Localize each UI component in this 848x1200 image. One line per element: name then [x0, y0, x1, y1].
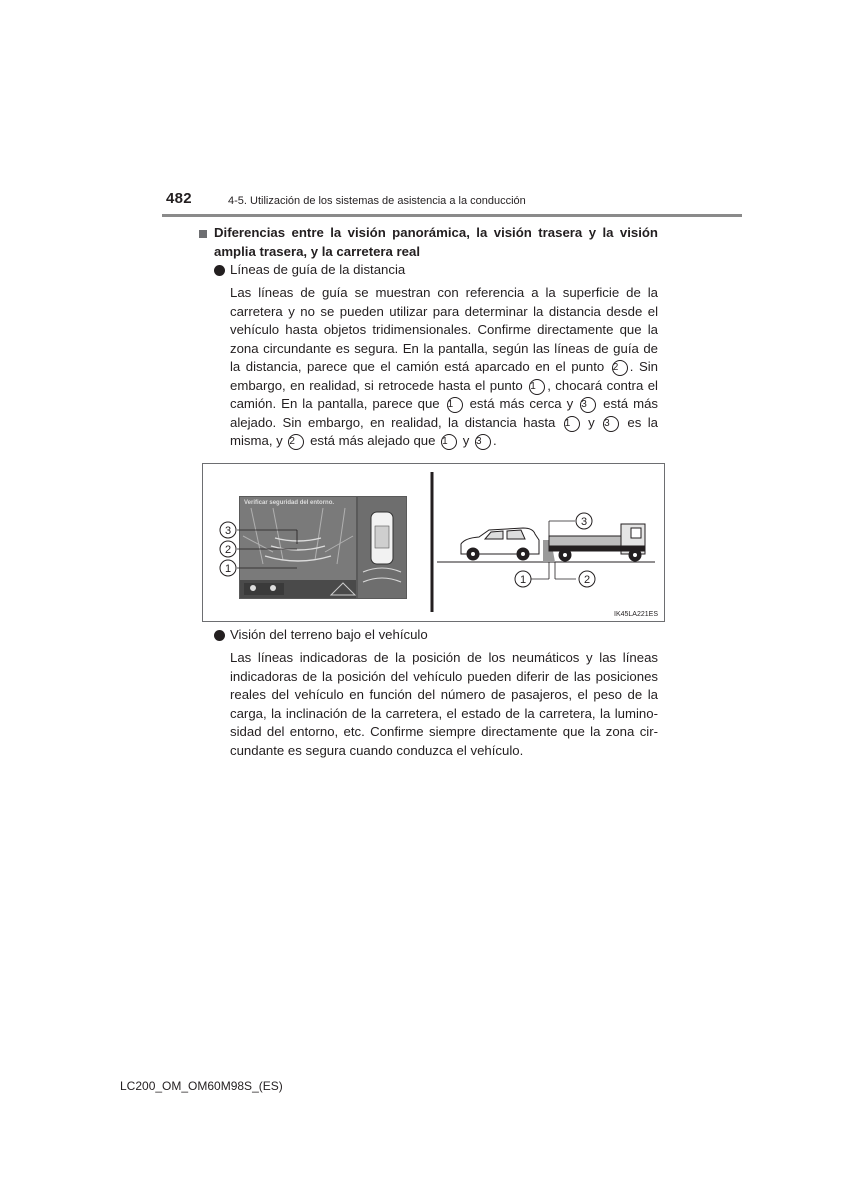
circled-number: 2	[288, 434, 304, 450]
screen-banner: Verificar seguridad del entorno.	[244, 500, 335, 506]
page-number: 482	[166, 190, 192, 207]
svg-text:3: 3	[224, 525, 232, 537]
text-line	[230, 432, 658, 451]
text-line	[230, 284, 658, 303]
text-line: indicadoras de la posición del vehículo pueden diferir de las posiciones	[230, 668, 658, 684]
svg-text:1: 1	[519, 574, 527, 586]
text-segment: carretera y no se pueden utilizar para determinar la distancia desde el	[230, 303, 658, 319]
text-line	[230, 358, 658, 377]
subsection-title-line-1: Diferencias entre la visión panorámica, la visión trasera y la visión	[214, 225, 658, 240]
text-line	[230, 321, 658, 340]
subsection-title-line-2: amplia trasera, y la carretera real	[214, 243, 421, 259]
circled-number: 3	[475, 434, 491, 450]
paragraph-underbody-view	[230, 649, 658, 760]
paragraph-distance-guidelines	[230, 284, 658, 451]
svg-text:2: 2	[224, 544, 232, 556]
figure-code: IK45LA221ES	[614, 611, 658, 618]
circled-number: 3	[580, 397, 596, 413]
text-segment: la distancia, parece que el camión está aparcado en el punto	[230, 359, 610, 374]
text-segment: está más	[598, 396, 658, 411]
text-segment: está más alejado que	[306, 433, 440, 448]
circled-number: 1	[564, 416, 580, 432]
subsection-title	[214, 224, 658, 261]
text-line: cundante es segura cuando conduzca el vehículo.	[230, 742, 524, 758]
illustration-frame	[202, 463, 665, 622]
text-segment: vehículo hasta objetos tridimensionales. Confirme directamente que la	[230, 322, 658, 337]
circled-number: 3	[603, 416, 619, 432]
text-segment: Las líneas de guía se muestran con referencia a la superficie de la	[230, 285, 658, 300]
text-line: sidad del entorno, etc. Confirme siempre directamente que la zona cir-	[230, 724, 658, 739]
circled-number: 1	[441, 434, 457, 450]
round-bullet	[214, 265, 225, 276]
text-segment: , chocará contra el	[547, 377, 658, 393]
text-segment: y	[459, 433, 474, 448]
text-segment: camión. En la pantalla, parece que	[230, 396, 445, 411]
circled-number: 1	[447, 397, 463, 413]
truck-side-view	[549, 524, 645, 561]
svg-text:3: 3	[580, 516, 588, 528]
text-segment: y	[581, 414, 602, 430]
text-segment: embargo, en realidad, si retrocede hasta el punto	[230, 377, 528, 393]
circled-number: 1	[529, 379, 545, 395]
text-line: Las líneas indicadoras de la posición de los neumáticos y las líneas	[230, 650, 658, 665]
text-segment: alejado. Sin embargo, en realidad, la distancia hasta	[230, 414, 562, 430]
svg-text:1: 1	[224, 563, 232, 575]
header-rule	[162, 214, 742, 217]
text-segment: está más cerca y	[464, 396, 579, 411]
text-segment: zona circundante es segura. En la pantalla, según las líneas de guía de	[230, 340, 658, 356]
text-segment: misma, y	[230, 433, 287, 448]
suv-side-view	[461, 528, 539, 560]
circled-number: 2	[612, 360, 628, 376]
text-segment: es la	[621, 414, 658, 430]
text-line	[230, 377, 658, 396]
text-line	[230, 395, 658, 414]
square-bullet	[199, 230, 207, 238]
text-line	[230, 414, 658, 433]
round-bullet	[214, 630, 225, 641]
illustration	[203, 464, 664, 621]
text-segment: .	[493, 433, 497, 448]
item-title-underbody-view: Visión del terreno bajo el vehículo	[230, 627, 428, 642]
text-line: carga, la inclinación de la carretera, el estado de la carretera, la lumino-	[230, 705, 658, 721]
text-line	[230, 340, 658, 359]
document-code: LC200_OM_OM60M98S_(ES)	[120, 1079, 283, 1093]
text-segment: . Sin	[629, 359, 659, 374]
text-line	[230, 303, 658, 322]
svg-text:2: 2	[583, 574, 591, 586]
section-heading: 4-5. Utilización de los sistemas de asistencia a la conducción	[228, 195, 526, 207]
item-title-distance-guidelines: Líneas de guía de la distancia	[230, 262, 406, 277]
text-line: reales del vehículo en función del número de pasajeros, el peso de la	[230, 687, 658, 702]
